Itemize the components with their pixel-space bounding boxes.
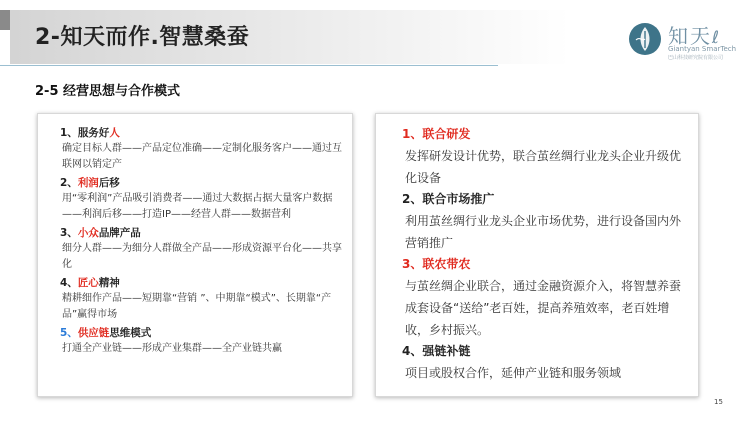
company-logo: [628, 20, 740, 62]
logo-mark-icon: [628, 22, 662, 56]
right-item-body: 发挥研发设计优势，联合茧丝绸行业龙头企业升级优化设备: [405, 149, 682, 185]
left-item-body: 精耕细作产品——短期靠“营销 ”、中期靠“模式”、长期靠“产品”赢得市场: [62, 293, 332, 320]
right-item-body: 与茧丝绸企业联合，通过金融资源介入，将智慧养蚕成套设备“送给”老百姓，提高养殖效率，老百姓增收，乡村振兴。: [405, 279, 682, 337]
left-item-heading: [60, 175, 350, 191]
right-item-heading: 3、联农带农: [402, 257, 471, 271]
section-title: 2-5 经营思想与合作模式: [35, 84, 181, 99]
left-item-number: 2、: [60, 177, 78, 189]
header-divider: [0, 65, 498, 66]
left-item-highlight: 人: [109, 127, 120, 139]
slide-title: 2-知天而作.智慧桑蚕: [35, 25, 250, 50]
left-item-number: 3、: [60, 227, 78, 239]
left-item-number: 5、: [60, 327, 78, 339]
right-item-heading: 4、强链补链: [402, 344, 471, 358]
left-item-highlight: 供应链: [77, 327, 110, 339]
logo-name: 知天ℓ: [668, 24, 722, 48]
left-item-highlight: 小众: [77, 227, 99, 239]
left-item-heading-post: 精神: [98, 277, 120, 289]
left-item-heading-post: 后移: [98, 177, 120, 189]
left-item-body: 细分人群——为细分人群做全产品——形成资源平台化——共享化: [62, 243, 342, 270]
right-item-body: 项目或股权合作，延伸产业链和服务领域: [405, 366, 622, 380]
logo-subtitle: Giantyan SmarTech: [668, 45, 737, 53]
left-item-heading: [60, 225, 350, 241]
left-item-heading-post: 思维模式: [109, 327, 152, 339]
left-item-heading-pre: 服务好: [77, 127, 110, 139]
left-item-heading: [60, 275, 350, 291]
header-accent: [0, 10, 10, 64]
right-card-content: [402, 124, 692, 384]
left-item-body: 用“零利润”产品吸引消费者——通过大数据占据大量客户数据——利润后移——打造IP——经营人群——数据营利: [62, 193, 333, 220]
left-item-body: 确定目标人群——产品定位准确——定制化服务客户——通过互联网以销定产: [62, 143, 342, 170]
right-card: [375, 113, 699, 397]
right-item-heading: 2、联合市场推广: [402, 192, 495, 206]
right-item-heading: 1、联合研发: [402, 127, 471, 141]
left-item-number: 1、: [60, 127, 78, 139]
left-item-body: 打通全产业链——形成产业集群——全产业链共赢: [62, 343, 282, 354]
left-card-content: [60, 123, 350, 357]
left-item-heading: [60, 325, 350, 341]
right-item-body: 利用茧丝绸行业龙头企业市场优势，进行设备国内外营销推广: [405, 214, 682, 250]
left-item-highlight: 利润: [77, 177, 99, 189]
logo-company-line: 巴山科技研究院有限公司: [668, 55, 724, 61]
left-item-highlight: 匠心: [77, 277, 99, 289]
left-item-number: 4、: [60, 277, 78, 289]
left-item-heading-post: 品牌产品: [98, 227, 141, 239]
left-card: [37, 113, 353, 397]
left-item-heading: [60, 125, 350, 141]
page-number: 15: [714, 398, 723, 406]
